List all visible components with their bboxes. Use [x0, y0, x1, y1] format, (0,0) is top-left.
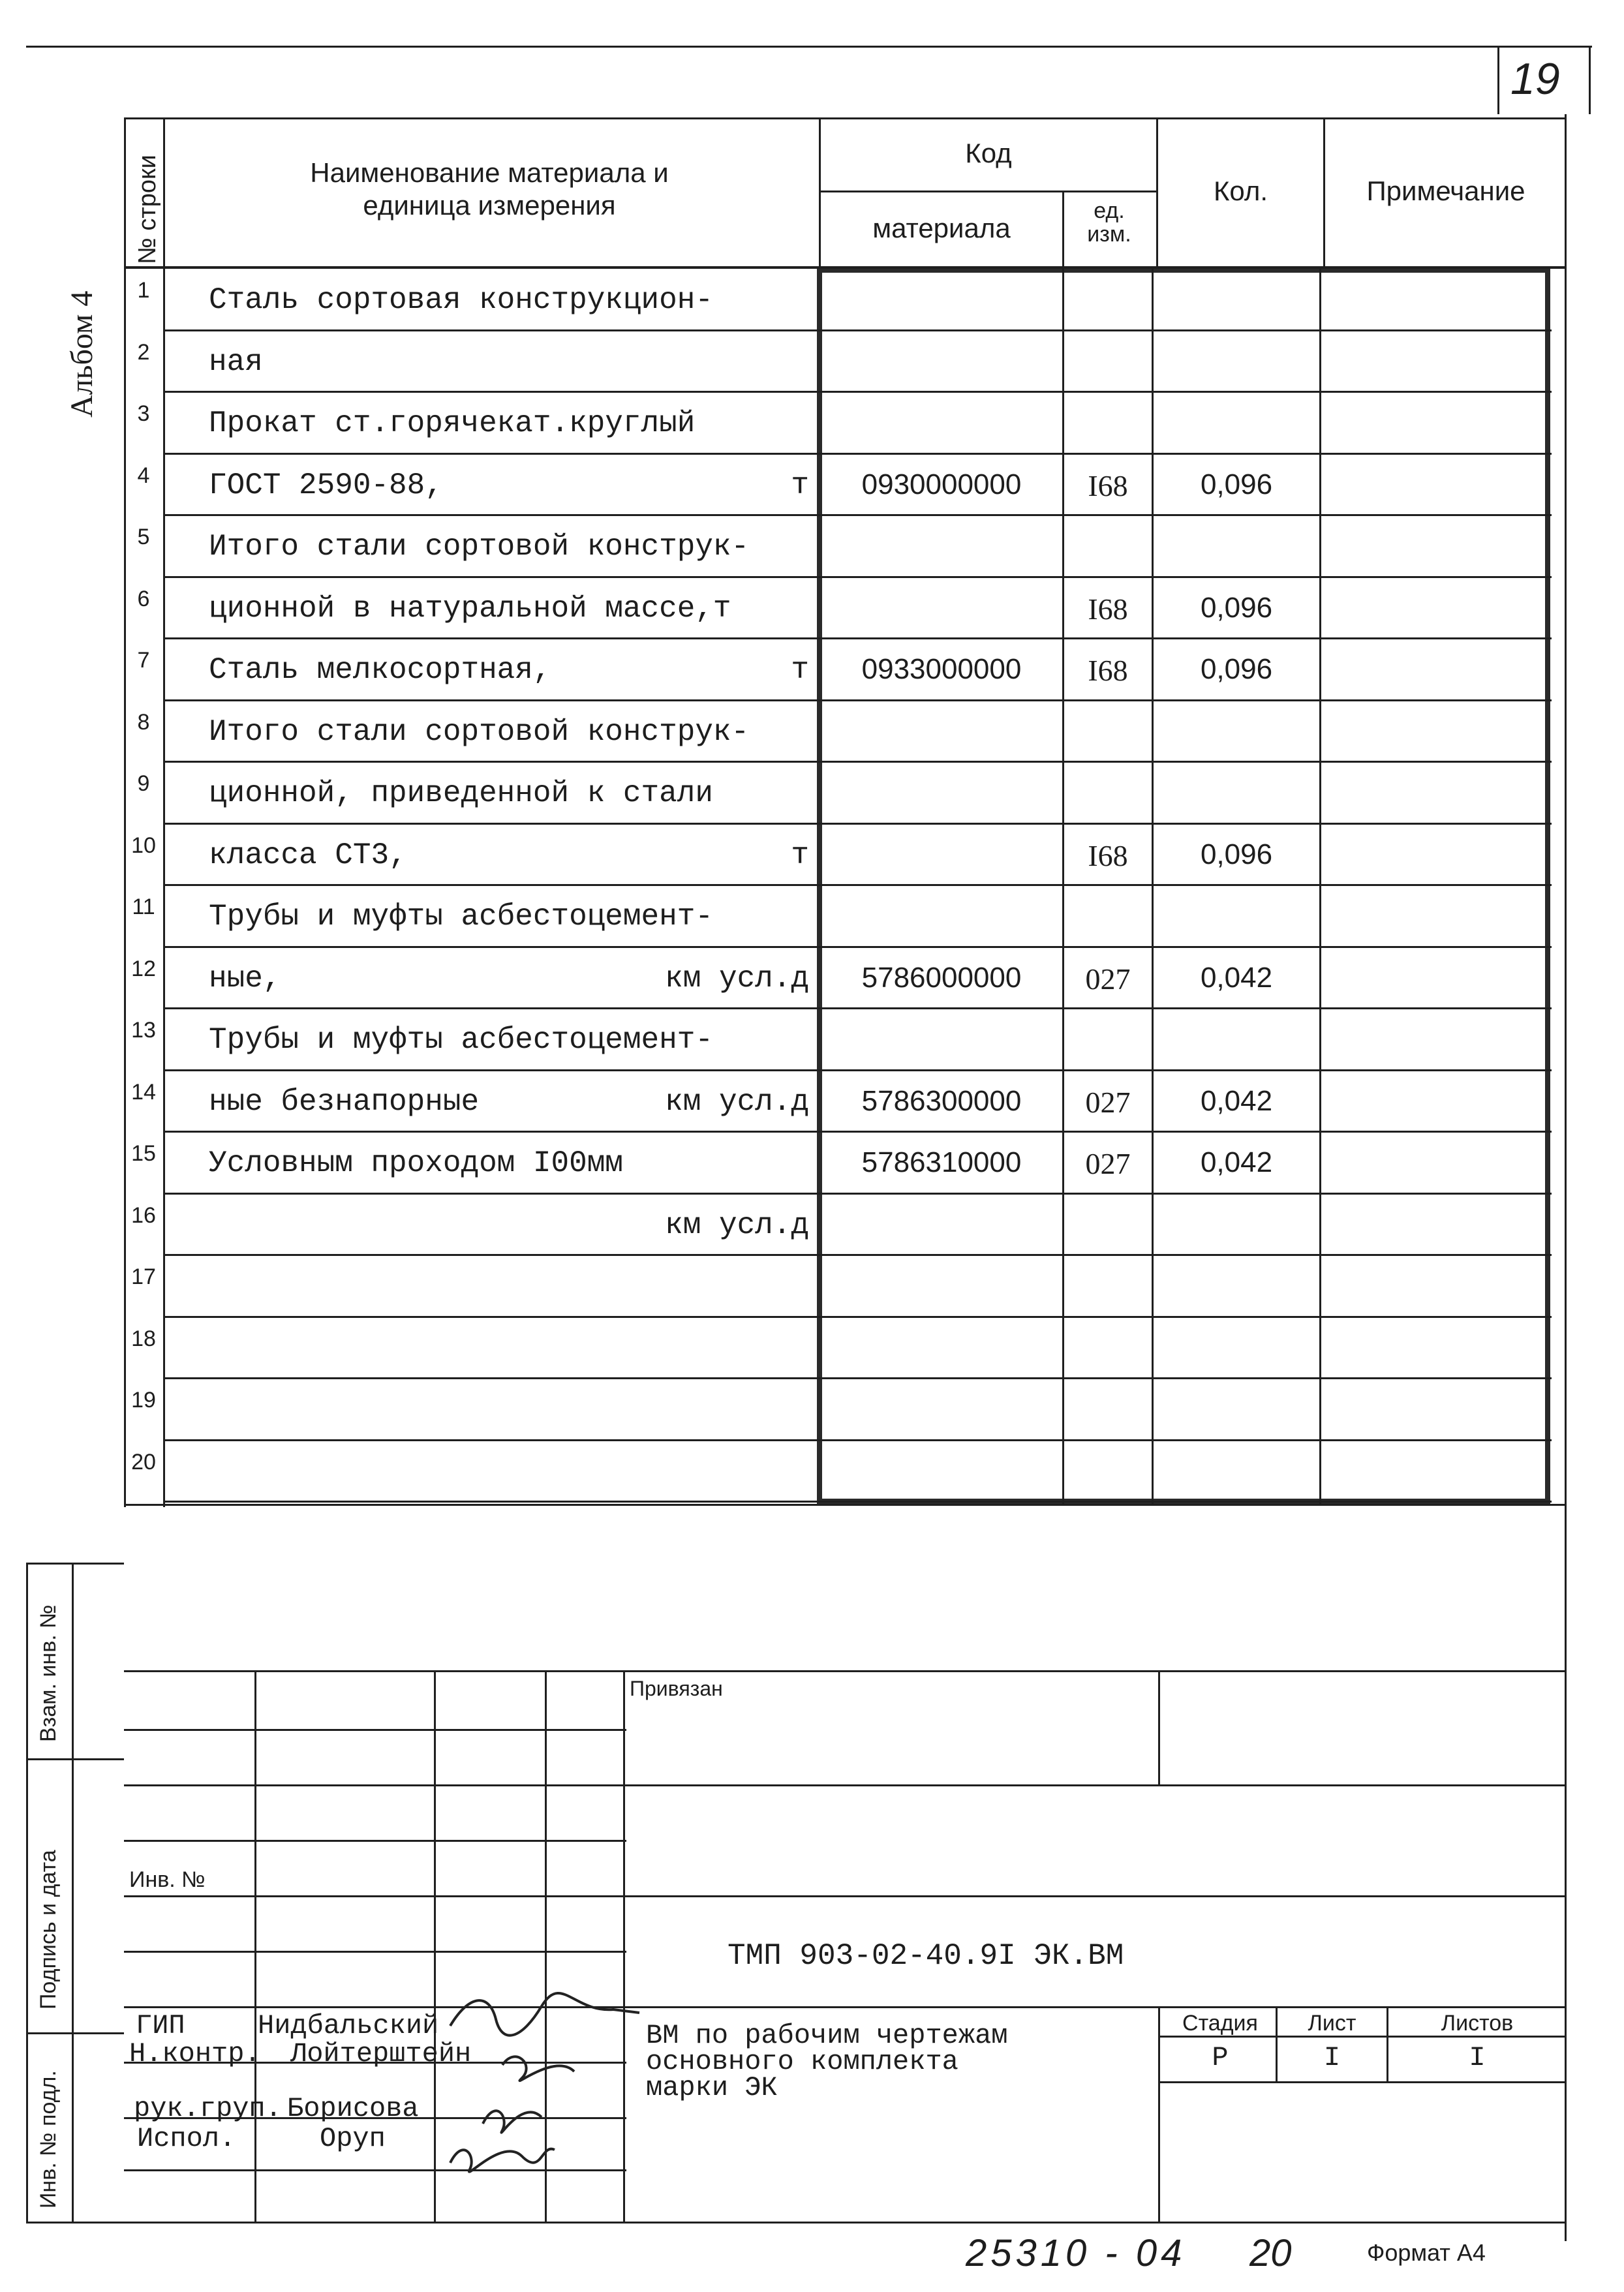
row-material-code: 0933000000	[861, 653, 1022, 685]
row-unit-code: I68	[1088, 592, 1128, 626]
format-label: Формат А4	[1367, 2239, 1486, 2266]
row-number: 1	[137, 278, 150, 303]
document-code: ТМП 903-02-40.9I ЭК.ВМ	[728, 1939, 1124, 1973]
row-number: 15	[131, 1141, 156, 1166]
stamp-outer-left	[26, 1563, 28, 2222]
row-number: 8	[137, 710, 150, 735]
sheet-label: Лист	[1308, 2011, 1356, 2036]
sheets-label: Листов	[1441, 2011, 1514, 2036]
row-material-code: 5786300000	[861, 1085, 1022, 1117]
row-number: 4	[137, 463, 150, 488]
table-bottom-line	[124, 1504, 1566, 1506]
header-name: Наименование материала и единица измерения	[310, 157, 669, 221]
row-name: ные,	[209, 962, 281, 996]
row-number: 5	[137, 525, 150, 549]
row-material-code: 0930000000	[861, 468, 1022, 500]
tb-vline-2	[434, 1670, 436, 2222]
signer-name-3: Борисова	[287, 2093, 419, 2124]
row-divider	[165, 946, 1552, 948]
row-unit-code: 027	[1085, 1086, 1131, 1119]
tb-line-8	[124, 2006, 1566, 2008]
stamp-inv-podl: Инв. № подл.	[36, 2070, 61, 2208]
row-divider	[165, 391, 1552, 393]
row-quantity: 0,096	[1200, 468, 1273, 500]
row-divider	[165, 576, 1552, 578]
row-name: Сталь сортовая конструкцион-	[209, 283, 713, 317]
row-name: Итого стали сортовой конструк-	[209, 715, 750, 749]
privyazan-label: Привязан	[630, 1677, 723, 1700]
tb-line-5	[124, 1840, 626, 1842]
row-material-code: 5786000000	[861, 962, 1022, 994]
signer-name-4: Оруп	[320, 2123, 386, 2154]
signatures-graphic	[444, 1987, 652, 2176]
row-divider	[165, 1007, 1552, 1009]
row-number: 17	[131, 1264, 156, 1289]
row-divider	[165, 1131, 1552, 1133]
signer-name-1: Нидбальский	[258, 2010, 439, 2041]
tb-line-4	[124, 1784, 626, 1786]
tb-line-2	[124, 1729, 626, 1731]
row-unit-label: т	[791, 653, 809, 687]
row-unit-code: 027	[1085, 1147, 1131, 1180]
row-divider	[165, 699, 1552, 701]
row-number: 9	[137, 771, 150, 796]
header-material: материала	[872, 213, 1011, 243]
unit-col-line-header	[1062, 191, 1064, 267]
row-unit-code: I68	[1088, 839, 1128, 872]
row-divider	[165, 1069, 1552, 1071]
row-quantity: 0,042	[1200, 962, 1273, 994]
row-unit-label: т	[791, 468, 809, 502]
row-divider	[165, 761, 1552, 763]
row-quantity: 0,096	[1200, 592, 1273, 624]
page-number-box-right	[1589, 46, 1591, 114]
row-material-code: 5786310000	[861, 1146, 1022, 1178]
row-unit-label: км усл.д	[665, 1085, 809, 1119]
row-number: 14	[131, 1080, 156, 1105]
tb-vline-1	[254, 1670, 256, 2222]
stamp-vzam: Взам. инв. №	[36, 1604, 61, 1742]
sheets-value: I	[1469, 2042, 1486, 2073]
stamp-sep-2	[26, 2032, 124, 2034]
row-number: 6	[137, 587, 150, 611]
signer-role-2: Н.контр.	[129, 2038, 261, 2070]
row-divider	[165, 1439, 1552, 1441]
row-quantity: 0,096	[1200, 838, 1273, 870]
tb-vline-5	[1158, 1670, 1160, 1784]
header-bottom-line	[124, 266, 1566, 269]
row-name: ная	[209, 345, 263, 379]
row-name: Сталь мелкосортная,	[209, 653, 551, 687]
row-name: ГОСТ 2590-88,	[209, 468, 443, 502]
row-unit-label: км усл.д	[665, 962, 809, 996]
row-unit-label: т	[791, 838, 809, 872]
row-divider	[165, 453, 1552, 455]
row-number: 3	[137, 401, 150, 426]
row-quantity: 0,042	[1200, 1085, 1273, 1117]
row-name: Итого стали сортовой конструк-	[209, 530, 750, 564]
top-border	[26, 46, 1592, 48]
stage-label: Стадия	[1182, 2011, 1258, 2036]
row-divider	[165, 637, 1552, 639]
header-row-no: № строки	[134, 155, 161, 264]
header-note: Примечание	[1366, 176, 1525, 206]
row-divider	[165, 1193, 1552, 1195]
inv-no-label: Инв. №	[129, 1867, 206, 1892]
stamp-sep-1	[26, 1758, 124, 1760]
row-number: 20	[131, 1450, 156, 1475]
rownum-col-line	[163, 117, 165, 1507]
header-code: Код	[965, 138, 1012, 168]
stamp-podpis: Подпись и дата	[36, 1850, 61, 2009]
row-divider	[165, 1254, 1552, 1256]
row-number: 10	[131, 833, 156, 858]
tb-line-1	[124, 1670, 1566, 1672]
bottom-frame	[26, 2222, 1566, 2223]
header-qty: Кол.	[1213, 176, 1268, 206]
row-number: 19	[131, 1388, 156, 1413]
row-number: 11	[132, 894, 155, 919]
signer-role-1: ГИП	[136, 2010, 185, 2041]
row-name: ные безнапорные	[209, 1085, 480, 1119]
header-unit: ед. изм.	[1087, 198, 1131, 247]
row-unit-code: I68	[1088, 654, 1128, 687]
stage-val-line	[1158, 2081, 1566, 2083]
row-divider	[165, 1316, 1552, 1318]
row-divider	[165, 514, 1552, 516]
tb-line-3	[623, 1784, 1566, 1786]
row-name: Трубы и муфты асбестоцемент-	[209, 900, 713, 934]
row-divider	[165, 1501, 1552, 1503]
right-frame	[1565, 114, 1567, 2241]
row-quantity: 0,096	[1200, 653, 1273, 685]
bottom-page-number: 20	[1249, 2232, 1292, 2274]
signer-name-2: Лойтерштейн	[290, 2038, 472, 2070]
row-divider	[165, 823, 1552, 825]
page-number: 19	[1510, 54, 1560, 104]
table-top-border	[124, 117, 1566, 119]
row-unit-label: км усл.д	[665, 1208, 809, 1242]
row-name: Условным проходом I00мм	[209, 1146, 623, 1180]
bottom-archive-number: 25310 - 04	[966, 2232, 1186, 2274]
album-label: Альбом 4	[65, 290, 99, 418]
row-number: 13	[131, 1018, 156, 1043]
tb-line-7	[124, 1951, 626, 1953]
row-unit-code: 027	[1085, 962, 1131, 996]
row-divider	[165, 1377, 1552, 1379]
tb-line-6	[124, 1895, 1566, 1897]
row-divider	[165, 884, 1552, 886]
row-name: класса СТ3,	[209, 838, 407, 872]
row-number: 7	[137, 648, 150, 673]
code-subheader-line	[819, 191, 1158, 192]
tb-vline-6	[1158, 2006, 1160, 2222]
description-line-2: основного комплекта	[646, 2046, 958, 2077]
row-name: Трубы и муфты асбестоцемент-	[209, 1023, 713, 1057]
stamp-top	[26, 1563, 124, 1565]
row-name: Прокат ст.горячекат.круглый	[209, 406, 696, 440]
row-name: ционной в натуральной массе,т	[209, 592, 731, 626]
row-name: ционной, приведенной к стали	[209, 776, 713, 810]
page-number-box-left	[1497, 46, 1499, 114]
table-left-border	[124, 117, 126, 1507]
sheet-value: I	[1323, 2042, 1341, 2073]
row-number: 2	[137, 340, 150, 365]
stage-value: Р	[1212, 2042, 1229, 2073]
row-number: 16	[131, 1203, 156, 1228]
description-line-3: марки ЭК	[646, 2072, 778, 2103]
row-quantity: 0,042	[1200, 1146, 1273, 1178]
row-unit-code: I68	[1088, 469, 1128, 502]
row-number: 18	[131, 1326, 156, 1351]
row-number: 12	[131, 956, 156, 981]
stamp-inner	[72, 1563, 74, 2222]
signer-role-4: Испол.	[137, 2123, 236, 2154]
description-line-1: ВМ по рабочим чертежам	[646, 2020, 1008, 2051]
row-divider	[165, 329, 1552, 331]
signer-role-3: рук.груп.	[134, 2093, 282, 2124]
